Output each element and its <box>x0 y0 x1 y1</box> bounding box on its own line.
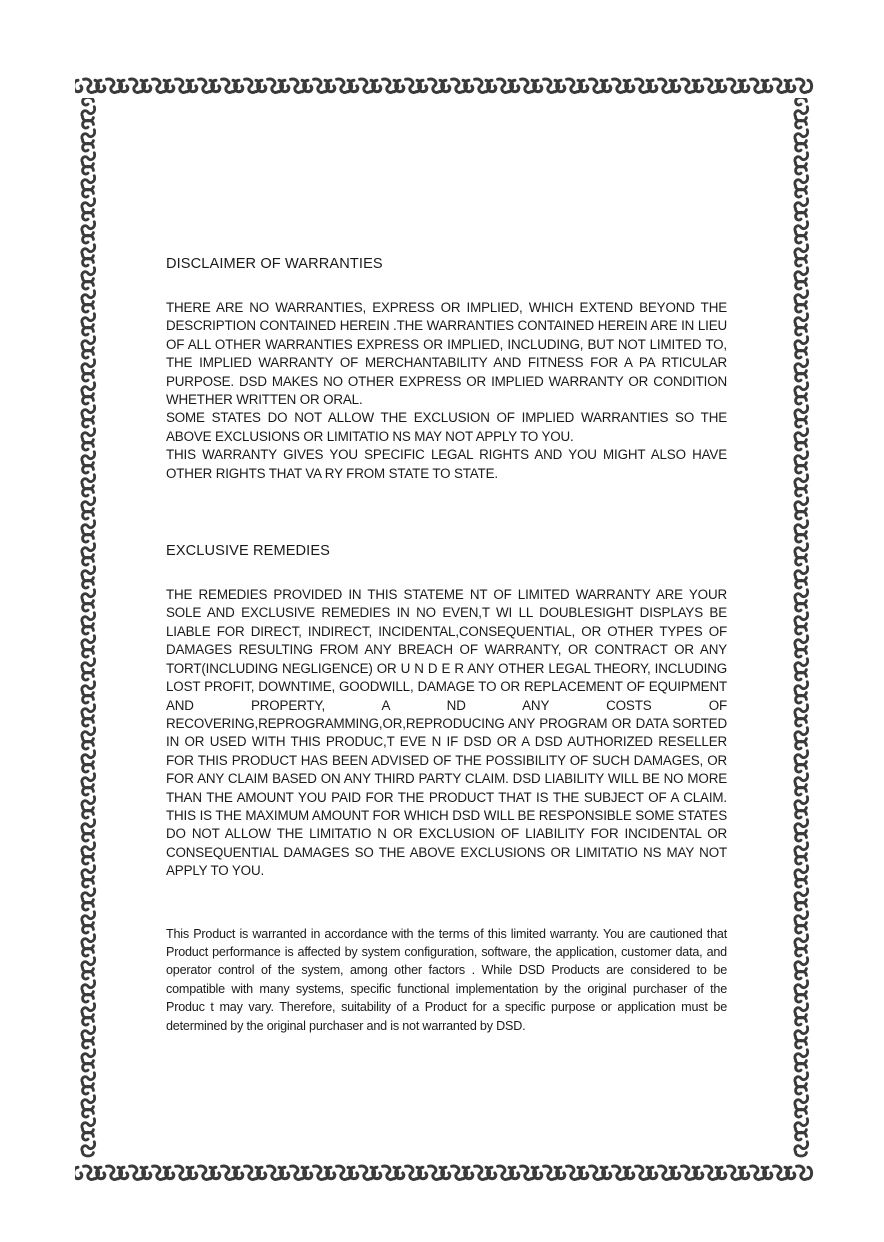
disclaimer-paragraph-1: THERE ARE NO WARRANTIES, EXPRESS OR IMPLIED, WHICH EXTEND BEYOND THE DESCRIPTION CONTAINED HEREIN .THE WARRANTIES CONTAINED HEREIN ARE IN LIEU OF ALL OTHER WARRANTIES EXPRESS OR IMPLIED, INCLUDING, BUT NOT LIMITED TO, THE IMPLIED WARRANTY OF MERCHANTABILITY AND FITNESS FOR A PA RTICULAR PURPOSE. DSD MAKES NO OTHER EXPRESS OR IMPLIED WARRANTY OR CONDITION WHETHER WRITTEN OR ORAL. <box>166 300 727 408</box>
remedies-heading: EXCLUSIVE REMEDIES <box>166 543 330 560</box>
scroll-ornament-icon <box>75 1158 814 1188</box>
ornamental-border-top <box>75 72 814 100</box>
ornamental-border-right <box>788 98 814 1160</box>
disclaimer-heading: DISCLAIMER OF WARRANTIES <box>166 256 383 272</box>
document-body <box>166 256 727 1035</box>
scroll-ornament-icon <box>75 72 814 100</box>
disclaimer-section <box>166 299 727 483</box>
scroll-ornament-icon <box>75 98 101 1160</box>
ornamental-border-bottom <box>75 1158 814 1188</box>
disclaimer-paragraph-3: THIS WARRANTY GIVES YOU SPECIFIC LEGAL RIGHTS AND YOU MIGHT ALSO HAVE OTHER RIGHTS THAT VA RY FROM STATE TO STATE. <box>166 447 727 481</box>
warranty-notice-paragraph: This Product is warranted in accordance with the terms of this limited warranty. You are cautioned that Product performance is affected by system configuration, software, the application, customer data, and operator control of the system, among other factors . While DSD Products are considered to be compatible with many systems, specific functional implementation by the original purchaser of the Produc t may vary. Therefore, suitability of a Product for a specific purpose or application must be determined by the original purchaser and is not warranted by DSD. <box>166 926 727 1033</box>
remedies-paragraph: THE REMEDIES PROVIDED IN THIS STATEME NT OF LIMITED WARRANTY ARE YOUR SOLE AND EXCLUSIVE REMEDIES IN NO EVEN,T WI LL DOUBLESIGHT DISPLAYS BE LIABLE FOR DIRECT, INDIRECT, INCIDENTAL,CONSEQUENTIAL, OR OTHER TYPES OF DAMAGES RESULTING FROM ANY BREACH OF WARRANTY, OR CONTRACT OR ANY TORT(INCLUDING NEGLIGENCE) OR U N D E R ANY OTHER LEGAL THEORY, INCLUDING LOST PROFIT, DOWNTIME, GOODWILL, DAMAGE TO OR REPLACEMENT OF EQUIPMENT AND PROPERTY, A ND ANY COSTS OF RECOVERING,REPROGRAMMING,OR,REPRODUCING ANY PROGRAM OR DATA SORTED IN OR USED WITH THIS PRODUC,T EVE N IF DSD OR A DSD AUTHORIZED RESELLER FOR THIS PRODUCT HAS BEEN ADVISED OF THE POSSIBILITY OF SUCH DAMAGES, OR FOR ANY CLAIM BASED ON ANY THIRD PARTY CLAIM. DSD LIABILITY WILL BE NO MORE THAN THE AMOUNT YOU PAID FOR THE PRODUCT THAT IS THE SUBJECT OF A CLAIM. THIS IS THE MAXIMUM AMOUNT FOR WHICH DSD WILL BE RESPONSIBLE SOME STATES DO NOT ALLOW THE LIMITATIO N OR EXCLUSION OF LIABILITY FOR INCIDENTAL OR CONSEQUENTIAL DAMAGES SO THE ABOVE EXCLUSIONS OR LIMITATIO NS MAY NOT APPLY TO YOU. <box>166 587 727 879</box>
disclaimer-paragraph-2: SOME STATES DO NOT ALLOW THE EXCLUSION OF IMPLIED WARRANTIES SO THE ABOVE EXCLUSIONS OR LIMITATIO NS MAY NOT APPLY TO YOU. <box>166 410 727 444</box>
ornamental-border-left <box>75 98 101 1160</box>
scroll-ornament-icon <box>788 98 814 1160</box>
